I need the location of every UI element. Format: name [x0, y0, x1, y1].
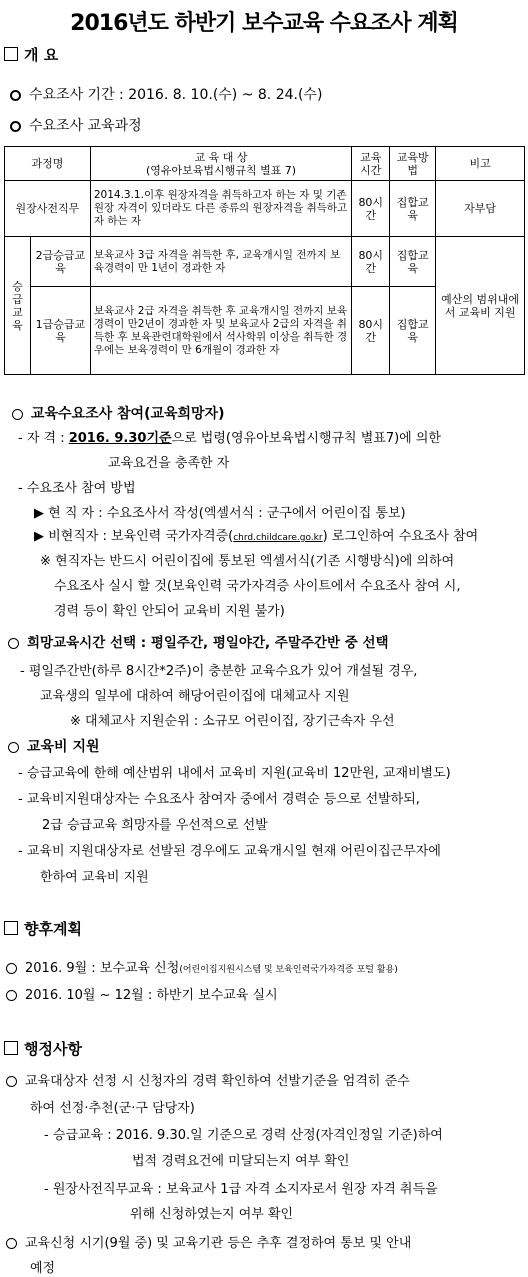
- future-label: 향후계획: [24, 920, 82, 938]
- qualification-prefix: - 자 격 :: [18, 431, 69, 446]
- method-current: ▶ 현 직 자 : 수요조사서 작성(엑셀서식 : 군구에서 어린이집 통보): [34, 506, 406, 521]
- qualification-date: 2016. 9.30기준: [68, 431, 172, 446]
- table-row: [5, 181, 525, 237]
- survey-period: [10, 84, 322, 104]
- cost-line2: - 교육비지원대상자는 수요조사 참여자 중에서 경력순 등으로 선발하되,: [18, 792, 420, 807]
- square-bullet-icon: [4, 47, 18, 61]
- header-target: [90, 147, 351, 181]
- time-select-line3: ※ 대체교사 지원순위 : 소규모 어린이집, 장기근속자 우선: [70, 714, 395, 729]
- admin-line5: - 원장사전직무교육 : 보육교사 1급 자격 소지자로서 원장 자격 취득을: [44, 1182, 438, 1197]
- circle-bullet-icon: [12, 409, 23, 420]
- qualification-rest: 으로 법령(영유아보육법시행규칙 별표7)에 의한: [171, 431, 441, 446]
- header-note: 비고: [436, 147, 525, 181]
- header-target-line2: (영유아보육법시행규칙 별표 7): [146, 163, 297, 177]
- header-target-line1: 교 육 대 상: [194, 150, 248, 164]
- qualification-line: [18, 427, 441, 446]
- section-future-heading: [4, 918, 82, 939]
- future-line1: [6, 957, 398, 976]
- row-group-label: 승급교육: [5, 237, 31, 375]
- noncurrent-link[interactable]: chrd.childcare.go.kr: [233, 533, 323, 543]
- circle-bullet-icon: [6, 1238, 17, 1249]
- section-admin-heading: [4, 1038, 82, 1059]
- cost-heading-text: 교육비 지원: [27, 739, 100, 755]
- course-title-text: 수요조사 교육과정: [29, 118, 142, 134]
- row-grade1-method: 집합교육: [390, 287, 436, 375]
- admin-line2: 하여 선정·추천(군·구 담당자): [30, 1101, 195, 1116]
- row-director-target: 2014.3.1.이후 원장자격을 취득하고자 하는 자 및 기존 원장 자격이 있더라도 다른 종류의 원장자격을 취득하고자 하는 자: [90, 181, 351, 237]
- admin-line6: 위해 신청하였는지 여부 확인: [130, 1207, 294, 1222]
- header-method: 교육방법: [390, 147, 436, 181]
- cost-heading: [8, 736, 100, 756]
- row-grade1-hours: 80시간: [352, 287, 390, 375]
- future-line1-text: 2016. 9월 : 보수교육 신청: [25, 961, 180, 976]
- time-select-heading-text: 희망교육시간 선택 : 평일주간, 평일야간, 주말주간반 중 선택: [27, 635, 389, 651]
- qualification-line2: 교육요건을 충족한 자: [108, 456, 230, 471]
- admin-line7: [6, 1232, 411, 1251]
- future-line2-text: 2016. 10월 ~ 12월 : 하반기 보수교육 실시: [25, 988, 278, 1003]
- time-select-heading: [8, 631, 389, 651]
- time-select-line2: 교육생의 일부에 대하여 해당어린이집에 대체교사 지원: [40, 689, 350, 704]
- admin-label: 행정사항: [24, 1040, 82, 1058]
- square-bullet-icon: [4, 1041, 18, 1055]
- future-line2: [6, 984, 278, 1003]
- circle-bullet-icon: [10, 121, 21, 132]
- row-director-name: 원장사전직무: [5, 181, 91, 237]
- section-overview-heading: [4, 44, 58, 65]
- note-line1: ※ 현직자는 반드시 어린이집에 통보된 엑셀서식(기존 시행방식)에 의하여: [40, 554, 455, 569]
- time-select-line1: - 평일주간반(하루 8시간*2주)이 충분한 교육수요가 있어 개설될 경우,: [20, 664, 418, 679]
- method-label: - 수요조사 참여 방법: [18, 481, 136, 496]
- course-table: [4, 146, 525, 375]
- participation-heading-text: 교육수요조사 참여(교육희망자): [31, 406, 225, 422]
- future-line1-small: (어린이집지원시스템 및 보육인력국가자격증 포털 활용): [179, 965, 398, 975]
- note-line2: 수요조사 실시 할 것(보육인력 국가자격증 사이트에서 수요조사 참여 시,: [54, 579, 461, 594]
- row-director-hours: 80시간: [352, 181, 390, 237]
- admin-line4: 법적 경력요건에 미달되는지 여부 확인: [132, 1154, 350, 1169]
- row-grade1-target: 보육교사 2급 자격을 취득한 후 교육개시일 전까지 보육경력이 만2년이 경과한 자 및 보육교사 2급의 자격을 취득한 후 보육관련대학원에서 석사학위 이상을 취득한 경우에는 보육경력이 만 6개월이 경과한 자: [90, 287, 351, 375]
- survey-period-text: 수요조사 기간 : 2016. 8. 10.(수) ~ 8. 24.(수): [29, 87, 323, 103]
- page-title: 2016년도 하반기 보수교육 수요조사 계획: [70, 11, 458, 36]
- cost-line1: - 승급교육에 한해 예산범위 내에서 교육비 지원(교육비 12만원, 교재비별도): [18, 766, 451, 781]
- circle-bullet-icon: [8, 742, 19, 753]
- row-grade2-name: 2급승급교육: [30, 237, 90, 287]
- row-director-note: 자부담: [436, 181, 525, 237]
- noncurrent-text-b: ) 로그인하여 수요조사 참여: [322, 529, 479, 544]
- header-hours: 교육시간: [352, 147, 390, 181]
- circle-bullet-icon: [6, 1076, 17, 1087]
- admin-line1-text: 교육대상자 선정 시 신청자의 경력 확인하여 선발기준을 엄격히 준수: [25, 1074, 410, 1089]
- method-noncurrent: [34, 525, 478, 544]
- circle-bullet-icon: [6, 990, 17, 1001]
- row-grade-note: 예산의 범위내에서 교육비 지원: [436, 237, 525, 375]
- noncurrent-text-a: ▶ 비현직자 : 보육인력 국가자격증(: [34, 529, 234, 544]
- header-course: 과정명: [5, 147, 91, 181]
- table-header-row: [5, 147, 525, 181]
- course-title: [10, 115, 142, 135]
- cost-line4: - 교육비 지원대상자로 선발된 경우에도 교육개시일 현재 어린이집근무자에: [18, 844, 441, 859]
- note-line3: 경력 등이 확인 안되어 교육비 지원 불가): [54, 604, 285, 619]
- row-grade1-name: 1급승급교육: [30, 287, 90, 375]
- row-director-method: 집합교육: [390, 181, 436, 237]
- circle-bullet-icon: [10, 90, 21, 101]
- admin-line7-text: 교육신청 시기(9월 중) 및 교육기관 등은 추후 결정하여 통보 및 안내: [25, 1236, 412, 1251]
- table-row: [5, 237, 525, 287]
- row-grade2-target: 보육교사 3급 자격을 취득한 후, 교육개시일 전까지 보육경력이 만 1년이 경과한 자: [90, 237, 351, 287]
- participation-heading: [12, 403, 224, 423]
- circle-bullet-icon: [8, 638, 19, 649]
- admin-line8: 예정: [30, 1261, 56, 1276]
- row-grade2-hours: 80시간: [352, 237, 390, 287]
- row-grade2-method: 집합교육: [390, 237, 436, 287]
- admin-line3: - 승급교육 : 2016. 9.30.일 기준으로 경력 산정(자격인정일 기준)하여: [44, 1128, 443, 1143]
- cost-line3: 2급 승급교육 희망자를 우선적으로 선발: [42, 818, 268, 833]
- section-label: 개 요: [24, 46, 59, 64]
- cost-line5: 한하여 교육비 지원: [40, 870, 149, 885]
- square-bullet-icon: [4, 921, 18, 935]
- admin-line1: [6, 1070, 410, 1089]
- circle-bullet-icon: [6, 963, 17, 974]
